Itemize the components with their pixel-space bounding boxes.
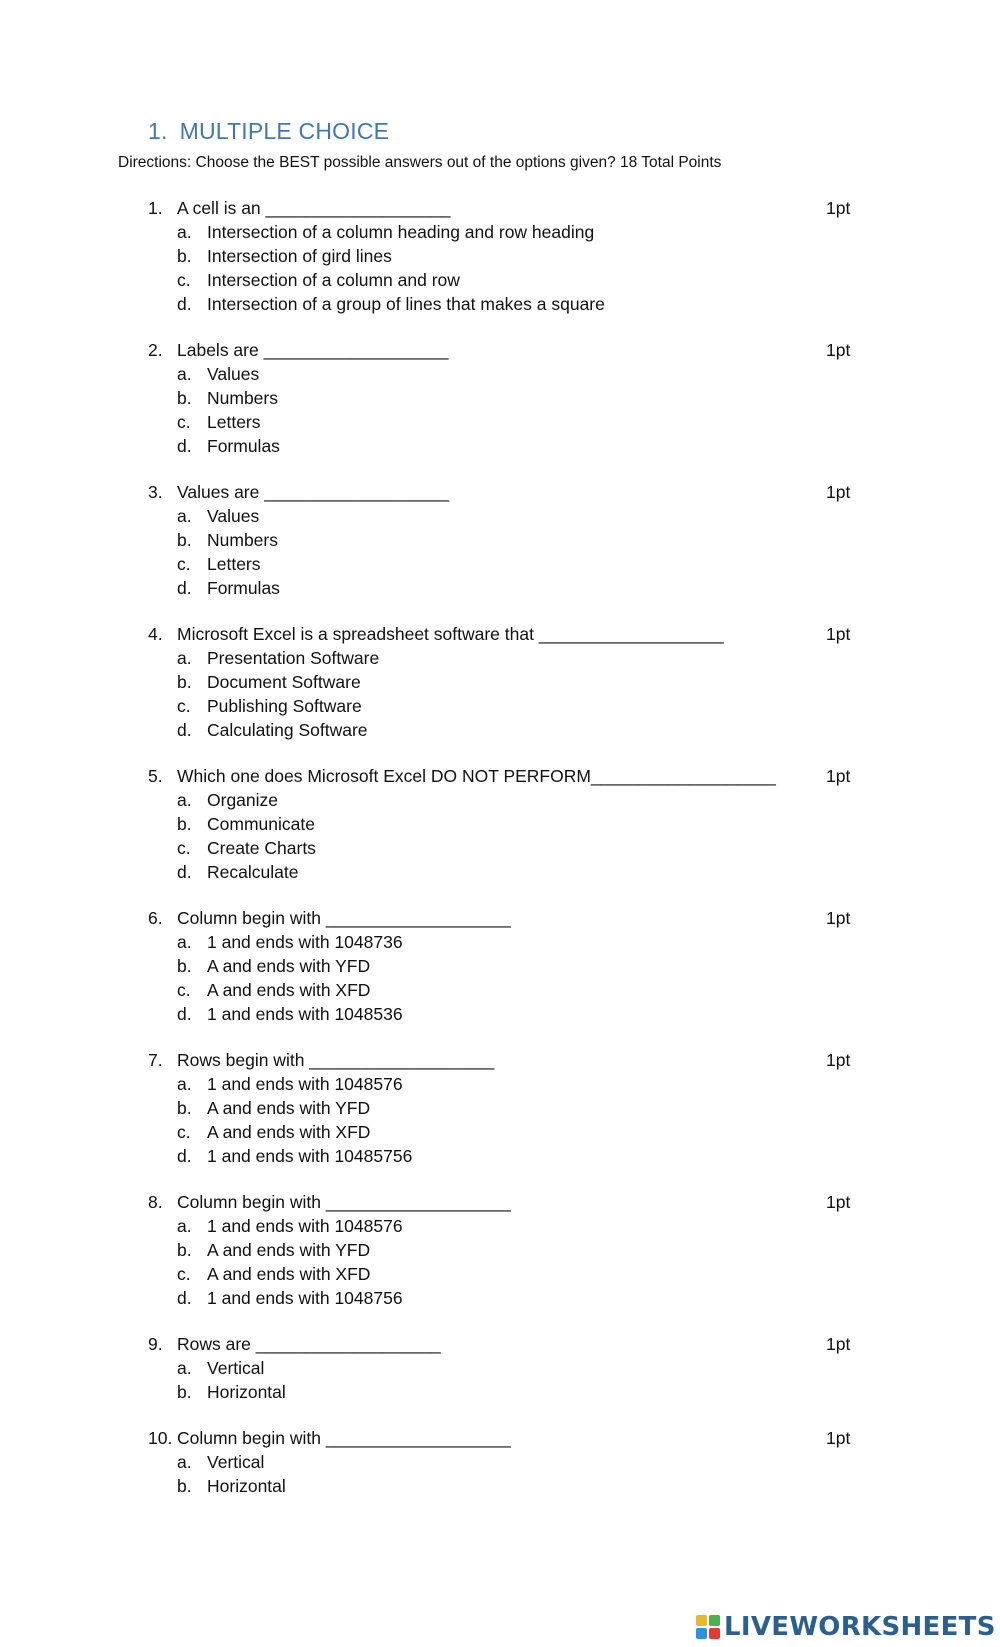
answer-option[interactable]: [0, 552, 1000, 576]
brand-name: LIVEWORKSHEETS: [724, 1612, 996, 1642]
question-row: [0, 1190, 1000, 1214]
option-letter: b.: [177, 1240, 192, 1260]
logo-square: [709, 1615, 720, 1626]
question-number: 8.: [148, 1192, 163, 1212]
directions-text: Directions: Choose the BEST possible answers out of the options given? 18 Total Points: [118, 154, 722, 171]
option-text: 1 and ends with 1048576: [207, 1216, 403, 1236]
option-text: Letters: [207, 412, 261, 432]
question-text: Rows begin with ___________________: [177, 1050, 495, 1070]
liveworksheets-brand: [696, 1612, 996, 1642]
option-letter: b.: [177, 246, 192, 266]
option-text: Intersection of a group of lines that makes a square: [207, 294, 605, 314]
answer-option[interactable]: [0, 1002, 1000, 1026]
answer-option[interactable]: [0, 718, 1000, 742]
answer-option[interactable]: [0, 576, 1000, 600]
option-letter: c.: [177, 270, 191, 290]
option-text: Recalculate: [207, 862, 299, 882]
answer-option[interactable]: [0, 1214, 1000, 1238]
question-points: 1pt: [826, 1192, 851, 1212]
answer-option[interactable]: [0, 812, 1000, 836]
question-points: 1pt: [826, 482, 851, 502]
option-letter: a.: [177, 648, 192, 668]
question-block: [0, 480, 1000, 622]
question-row: [0, 338, 1000, 362]
option-text: Values: [207, 364, 260, 384]
question-text: Which one does Microsoft Excel DO NOT PERFORM___________________: [177, 766, 776, 786]
question-row: [0, 764, 1000, 788]
answer-option[interactable]: [0, 362, 1000, 386]
option-text: Values: [207, 506, 260, 526]
answer-option[interactable]: [0, 1144, 1000, 1168]
option-letter: b.: [177, 1476, 192, 1496]
answer-option[interactable]: [0, 292, 1000, 316]
option-letter: a.: [177, 364, 192, 384]
option-letter: c.: [177, 1122, 191, 1142]
option-text: Horizontal: [207, 1382, 286, 1402]
answer-option[interactable]: [0, 1238, 1000, 1262]
answer-option[interactable]: [0, 694, 1000, 718]
answer-option[interactable]: [0, 1096, 1000, 1120]
answer-option[interactable]: [0, 836, 1000, 860]
option-text: Letters: [207, 554, 261, 574]
option-letter: c.: [177, 412, 191, 432]
option-letter: c.: [177, 838, 191, 858]
option-letter: b.: [177, 530, 192, 550]
question-row: [0, 480, 1000, 504]
answer-option[interactable]: [0, 1356, 1000, 1380]
question-text: Microsoft Excel is a spreadsheet software that ___________________: [177, 624, 724, 644]
option-letter: b.: [177, 956, 192, 976]
option-letter: d.: [177, 578, 192, 598]
option-letter: a.: [177, 932, 192, 952]
option-letter: d.: [177, 1288, 192, 1308]
question-points: 1pt: [826, 1428, 851, 1448]
option-text: 1 and ends with 10485756: [207, 1146, 413, 1166]
option-letter: d.: [177, 294, 192, 314]
question-row: [0, 906, 1000, 930]
answer-option[interactable]: [0, 978, 1000, 1002]
option-letter: c.: [177, 980, 191, 1000]
option-letter: d.: [177, 1004, 192, 1024]
option-text: A and ends with YFD: [207, 1240, 371, 1260]
question-list: [0, 196, 1000, 1520]
question-number: 7.: [148, 1050, 163, 1070]
option-text: Presentation Software: [207, 648, 380, 668]
question-text: Column begin with ___________________: [177, 1192, 511, 1212]
option-letter: a.: [177, 790, 192, 810]
answer-option[interactable]: [0, 434, 1000, 458]
question-number: 9.: [148, 1334, 163, 1354]
question-number: 3.: [148, 482, 163, 502]
option-text: Communicate: [207, 814, 315, 834]
answer-option[interactable]: [0, 670, 1000, 694]
option-letter: a.: [177, 1452, 192, 1472]
question-text: Labels are ___________________: [177, 340, 449, 360]
option-letter: c.: [177, 696, 191, 716]
answer-option[interactable]: [0, 504, 1000, 528]
option-letter: a.: [177, 506, 192, 526]
option-letter: b.: [177, 388, 192, 408]
option-letter: b.: [177, 672, 192, 692]
answer-option[interactable]: [0, 528, 1000, 552]
question-points: 1pt: [826, 908, 851, 928]
question-number: 6.: [148, 908, 163, 928]
question-number: 4.: [148, 624, 163, 644]
option-text: Numbers: [207, 530, 278, 550]
option-letter: d.: [177, 1146, 192, 1166]
option-letter: a.: [177, 1074, 192, 1094]
option-text: A and ends with YFD: [207, 956, 371, 976]
option-text: Vertical: [207, 1358, 265, 1378]
option-letter: b.: [177, 814, 192, 834]
question-row: [0, 1426, 1000, 1450]
answer-option[interactable]: [0, 954, 1000, 978]
option-text: Document Software: [207, 672, 361, 692]
option-letter: b.: [177, 1382, 192, 1402]
question-number: 2.: [148, 340, 163, 360]
answer-option[interactable]: [0, 1286, 1000, 1310]
option-text: Calculating Software: [207, 720, 368, 740]
question-text: Column begin with ___________________: [177, 1428, 511, 1448]
option-text: Intersection of a column heading and row heading: [207, 222, 595, 242]
option-text: Intersection of gird lines: [207, 246, 392, 266]
question-block: [0, 764, 1000, 906]
answer-option[interactable]: [0, 1474, 1000, 1498]
answer-option[interactable]: [0, 244, 1000, 268]
question-row: [0, 1332, 1000, 1356]
question-text: Values are ___________________: [177, 482, 450, 502]
option-letter: a.: [177, 222, 192, 242]
option-letter: a.: [177, 1358, 192, 1378]
question-block: [0, 1190, 1000, 1332]
option-text: Organize: [207, 790, 279, 810]
question-block: [0, 906, 1000, 1048]
answer-option[interactable]: [0, 386, 1000, 410]
answer-option[interactable]: [0, 1262, 1000, 1286]
option-letter: d.: [177, 436, 192, 456]
question-block: [0, 338, 1000, 480]
question-points: 1pt: [826, 1334, 851, 1354]
liveworksheets-logo-icon: [696, 1615, 720, 1639]
answer-option[interactable]: [0, 1380, 1000, 1404]
logo-square: [696, 1628, 707, 1639]
option-text: Publishing Software: [207, 696, 362, 716]
question-text: Rows are ___________________: [177, 1334, 441, 1354]
logo-square: [696, 1615, 707, 1626]
question-points: 1pt: [826, 766, 851, 786]
option-text: 1 and ends with 1048736: [207, 932, 403, 952]
answer-option[interactable]: [0, 268, 1000, 292]
section-title: [148, 118, 389, 145]
option-text: 1 and ends with 1048536: [207, 1004, 403, 1024]
option-letter: b.: [177, 1098, 192, 1118]
answer-option[interactable]: [0, 1120, 1000, 1144]
option-text: A and ends with XFD: [207, 980, 371, 1000]
answer-option[interactable]: [0, 646, 1000, 670]
question-block: [0, 1048, 1000, 1190]
answer-option[interactable]: [0, 410, 1000, 434]
option-text: A and ends with YFD: [207, 1098, 371, 1118]
answer-option[interactable]: [0, 860, 1000, 884]
option-text: 1 and ends with 1048756: [207, 1288, 403, 1308]
question-text: Column begin with ___________________: [177, 908, 511, 928]
option-text: Create Charts: [207, 838, 316, 858]
question-block: [0, 196, 1000, 338]
question-row: [0, 196, 1000, 220]
section-number: 1.: [148, 118, 168, 144]
option-letter: c.: [177, 1264, 191, 1284]
option-text: Intersection of a column and row: [207, 270, 460, 290]
option-text: Vertical: [207, 1452, 265, 1472]
answer-option[interactable]: [0, 930, 1000, 954]
answer-option[interactable]: [0, 1072, 1000, 1096]
option-letter: d.: [177, 720, 192, 740]
option-text: A and ends with XFD: [207, 1264, 371, 1284]
section-heading: MULTIPLE CHOICE: [179, 118, 390, 144]
answer-option[interactable]: [0, 220, 1000, 244]
answer-option[interactable]: [0, 1450, 1000, 1474]
question-number: 5.: [148, 766, 163, 786]
question-number: 1.: [148, 198, 163, 218]
question-points: 1pt: [826, 340, 851, 360]
option-letter: d.: [177, 862, 192, 882]
question-points: 1pt: [826, 624, 851, 644]
question-block: [0, 622, 1000, 764]
answer-option[interactable]: [0, 788, 1000, 812]
question-row: [0, 1048, 1000, 1072]
logo-square: [709, 1628, 720, 1639]
question-row: [0, 622, 1000, 646]
question-block: [0, 1426, 1000, 1520]
option-text: Numbers: [207, 388, 278, 408]
option-text: Formulas: [207, 578, 280, 598]
option-text: Horizontal: [207, 1476, 286, 1496]
option-text: Formulas: [207, 436, 280, 456]
option-letter: a.: [177, 1216, 192, 1236]
option-text: A and ends with XFD: [207, 1122, 371, 1142]
question-block: [0, 1332, 1000, 1426]
question-text: A cell is an ___________________: [177, 198, 451, 218]
question-points: 1pt: [826, 198, 851, 218]
option-text: 1 and ends with 1048576: [207, 1074, 403, 1094]
question-number: 10.: [148, 1428, 173, 1448]
option-letter: c.: [177, 554, 191, 574]
question-points: 1pt: [826, 1050, 851, 1070]
